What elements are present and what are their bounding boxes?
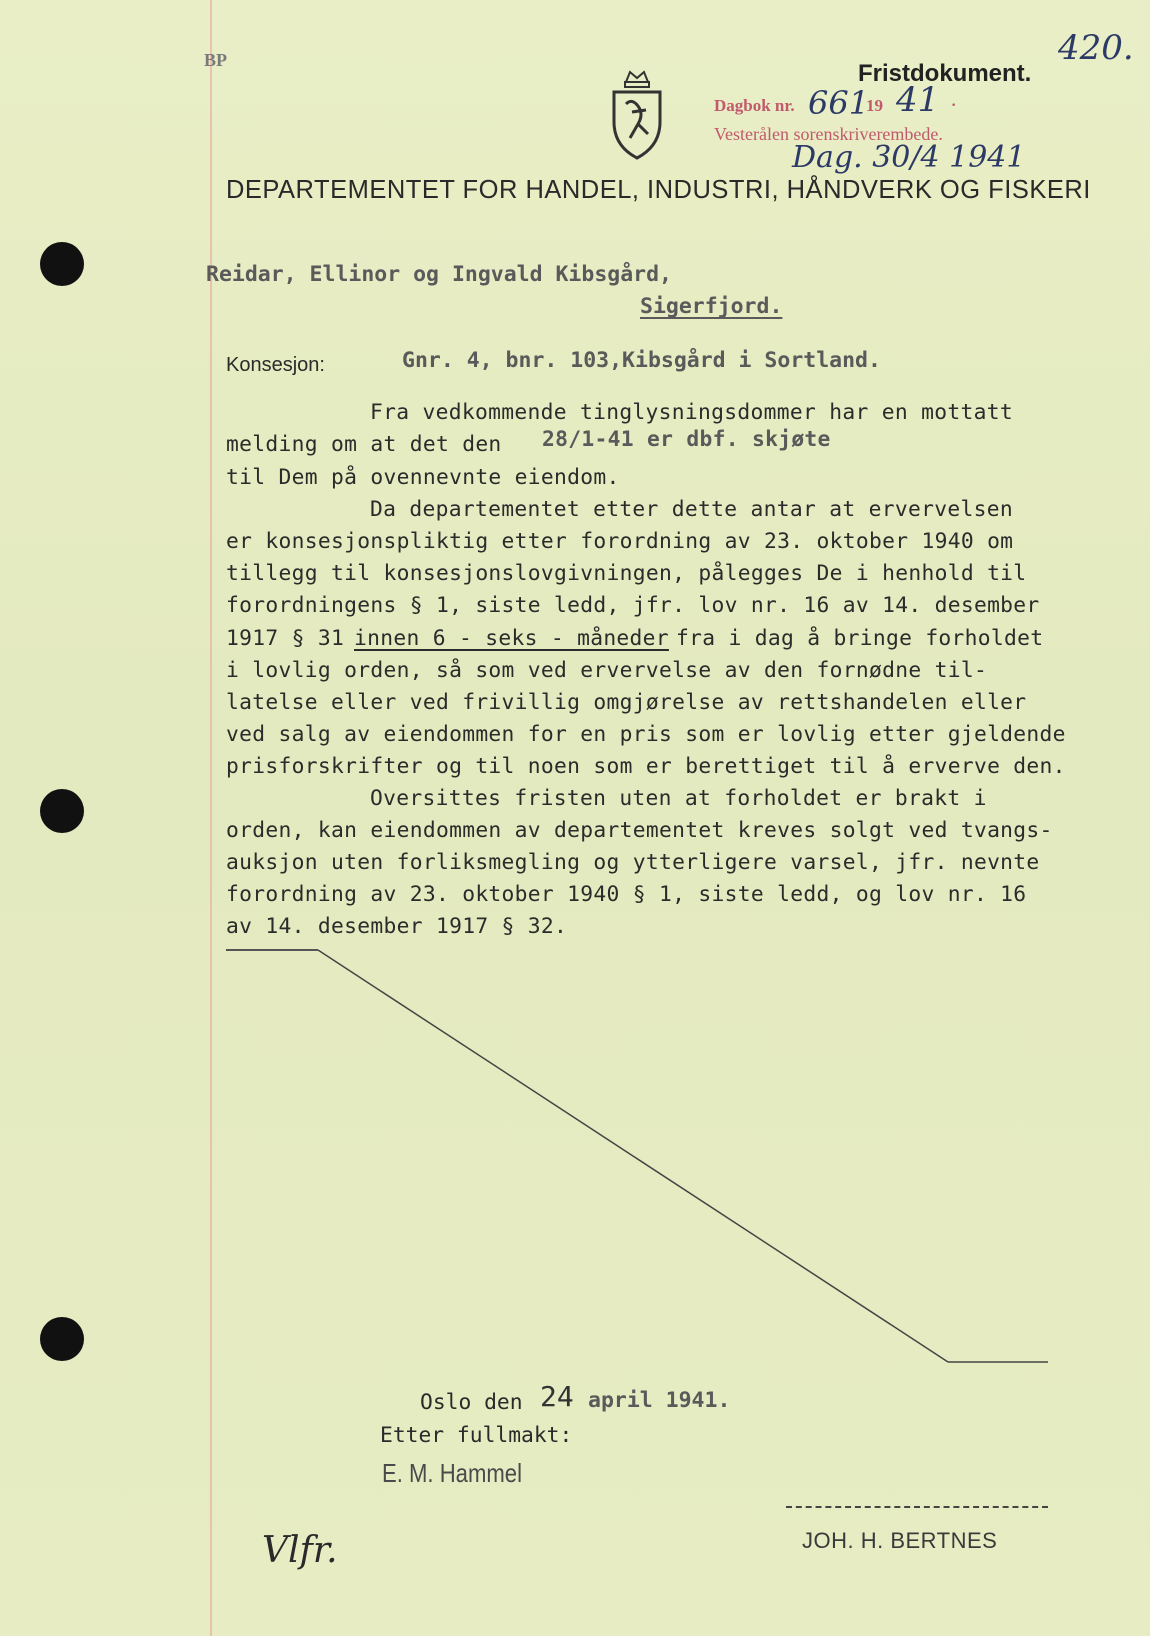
body-p1-line3: til Dem på ovennevnte eiendom. [226,465,620,490]
body-p3-line3: auksjon uten forliksmegling og ytterligere varsel, jfr. nevnte [226,850,1040,875]
handwritten-registration-date: Dag. 30/4 1941 [792,140,1026,175]
body-p2-line5a: 1917 § 31 [226,626,345,651]
body-p3-line5: av 14. desember 1917 § 32. [226,914,568,939]
body-p1-line2a: melding om at det den [226,432,502,457]
body-p2-line5b: innen 6 - seks - måneder [354,626,669,651]
stamp-journal-prefix: Dagbok nr. [714,96,795,115]
fristdokument-label: Fristdokument. [858,60,1032,87]
konsesjon-label: Konsesjon: [226,354,325,376]
body-p3-line4: forordning av 23. oktober 1940 § 1, siste ledd, og lov nr. 16 [226,882,1027,907]
konsesjon-value: Gnr. 4, bnr. 103,Kibsgård i Sortland. [402,348,881,373]
body-p3-line2: orden, kan eiendommen av departementet kreves solgt ved tvangs- [226,818,1053,843]
body-p2-line1: Da departementet etter dette antar at ervervelsen [370,497,1013,522]
department-heading: DEPARTEMENTET FOR HANDEL, INDUSTRI, HÅNDVERK OG FISKERI [226,176,1091,204]
addressee-name: Reidar, Ellinor og Ingvald Kibsgård, [206,262,672,287]
body-p2-line7: latelse eller ved frivillig omgjørelse av rettshandelen eller [226,690,1027,715]
addressee-place: Sigerfjord. [640,294,783,319]
body-p2-line5c: fra i dag å bringe forholdet [676,626,1044,651]
signature-line [786,1506,1048,1508]
stamp-year: 41 [896,80,940,120]
body-p2-line6: i lovlig orden, så som ved ervervelse av den fornødne til- [226,658,988,683]
body-p2-line2: er konsesjonspliktig etter forordning av 23. oktober 1940 om [226,529,1014,554]
body-p1-line2b: 28/1-41 er dbf. skjøte [542,427,831,452]
place-date-prefix: Oslo den [420,1390,523,1415]
stamp-year-prefix: 19 [866,96,883,115]
body-p2-line9: prisforskrifter og til noen som er berettiget til å erverve den. [226,754,1066,779]
stamp-dot: · [950,92,958,117]
corner-mark: BP [204,50,228,70]
page-number: 420. [1058,28,1134,68]
body-p2-line4: forordningens § 1, siste ledd, jfr. lov nr. 16 av 14. desember [226,593,1040,618]
signer-name-stamp: E. M. Hammel [382,1458,522,1488]
body-p2-line8: ved salg av eiendommen for en pris som er lovlig etter gjeldende [226,722,1066,747]
body-p3-line1: Oversittes fristen uten at forholdet er brakt i [370,786,987,811]
body-p2-line3: tillegg til konsesjonslovgivningen, pålegges De i henhold til [226,561,1027,586]
etter-fullmakt: Etter fullmakt: [380,1423,573,1448]
stamp-journal-number: 661 [808,84,870,122]
date-month-year: april 1941. [588,1388,731,1413]
name-stamp: JOH. H. BERTNES [802,1528,998,1553]
date-day: 24 [540,1380,574,1413]
body-p1-line1: Fra vedkommende tinglysningsdommer har en mottatt [370,400,1013,425]
handwritten-initials: Vlfr. [262,1530,338,1571]
stamp-office: Vesterålen sorenskriverembede. [714,124,943,144]
